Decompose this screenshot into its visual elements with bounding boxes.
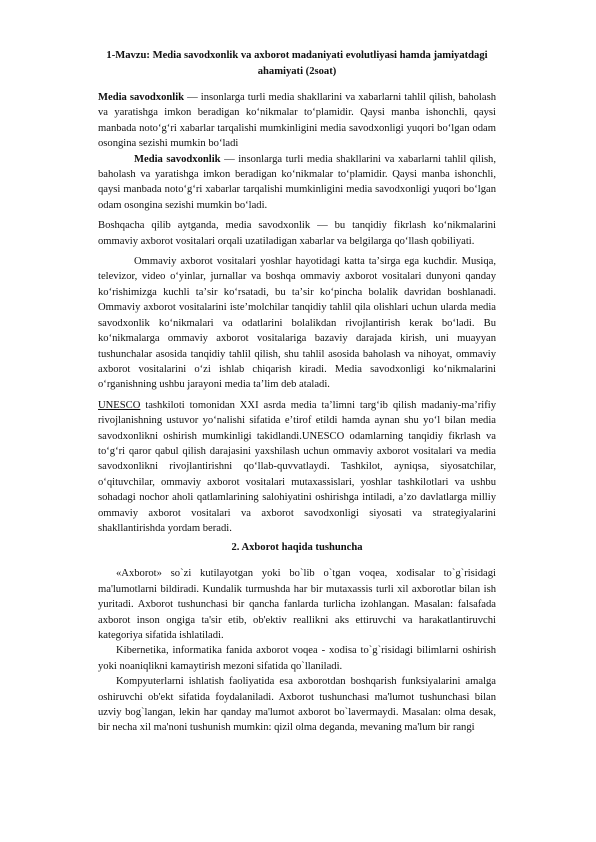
section-heading: 2. Axborot haqida tushuncha xyxy=(231,542,363,554)
document-title: 1-Mavzu: Media savodxonlik va axborot madaniyati evolutliyasi hamda jamiyatdagi ahamiyati (2soat) xyxy=(106,50,488,77)
paragraph-1-text: — insonlarga turli media shakllarini va xabarlarni tahlil qilish, baholash va yaratishga imkon beradigan koʻnikmalar toʻplamidir. Qaysi manba ishonchli, qaysi manbada notoʻgʻri xabarlar tarqalishi mumkinligini media savodxonligi yuqori boʻlgan odam osongina sezishi mumkin boʻladi xyxy=(98,92,496,150)
term-media-savodxonlik-2: Media savodxonlik xyxy=(134,153,221,165)
paragraph-5 xyxy=(98,398,496,537)
paragraph-5-text: tashkiloti tomonidan XXI asrda media taʼlimni targʻib qilish madaniy-maʼrifiy rivojlanishning ustuvor yoʻnalishi sifatida eʼtirof etildi hamda aynan shu yoʻl bilan media savodxonlikni oshirish mumkinligi takidlandi.UNESCO odamlarning tanqidiy fikrlash va toʻgʻri qaror qabul qilish darajasini yaxshilash uchun ommaviy axborot vositalari va media savodxonlikni rivojlantirishni qoʻllab-quvvatlaydi. Tashkilot, ayniqsa, siyosatchilar, oʻqituvchilar, ommaviy axborot vositalari mutaxassislari, yoshlar tashkilotlari va ushbu sohadagi nochor aholi qatlamlarining salohiyatini oshirishga intiladi, aʼzo davlatlarga milliy ommaviy axborot vositalari va axborot savodxonligi siyosati va strategiyalarini shakllantirishda yordam beradi. xyxy=(98,399,496,534)
paragraph-7: Kibernetika, informatika fanida axborot voqea - xodisa to`g`risidagi bilimlarni oshirish yoki noaniqlikni kamaytirish mezoni sifatida qo`llaniladi. xyxy=(98,645,496,672)
paragraph-3: Boshqacha qilib aytganda, media savodxonlik — bu tanqidiy fikrlash koʻnikmalarini ommaviy axborot vositalari orqali uzatiladigan xabarlar va belgilarga qoʻllash qobiliyati. xyxy=(98,220,496,247)
document-page xyxy=(98,48,496,736)
paragraph-8: Kompyuterlarni ishlatish faoliyatida esa axborotdan boshqarish funksiyalarini amalga oshiruvchi ob'ekt sifatida foydalaniladi. Axborot tushunchasi ma'lumot tushunchasi bilan uzviy bog`langan, lekin har qanday ma'lumot axborot bo`lavermaydi. Masalan: olma desak, bir necha xil ma'noni tushunish mumkin: qizil olma deganda, mevaning ma'lum bir rangi xyxy=(98,676,496,734)
paragraph-1 xyxy=(98,90,496,152)
paragraph-4: Ommaviy axborot vositalari yoshlar hayotidagi katta taʼsirga ega kuchdir. Musiqa, televizor, video oʻyinlar, jurnallar va boshqa ommaviy axborot vositalari dunyoni qanday koʻrishimizga kuchli taʼsir koʻrsatadi, bu taʼsir koʻpincha bolalik davridan boshlanadi. Ommaviy axborot vositalarini isteʼmolchilar tanqidiy tahlil qila olishlari uchun ularda media savodxonlik koʻnikmalari va odatlarini bolalikdan rivojlantirish kerak boʻladi. Bu koʻnikmalarga ommaviy axborot vositalariga bazaviy darajada kirish, uni muayyan tushunchalar asosida tanqidiy tahlil qilish, shu tahlil asosida baholash va nihoyat, ommaviy axborot vositalarini oʻzi ishlab chiqarish kiradi. Media savodxonligi koʻnikmalarini oʻrganishning ushbu jarayoni media taʼlim deb ataladi. xyxy=(98,256,496,391)
term-media-savodxonlik: Media savodxonlik xyxy=(98,92,185,103)
unesco-link[interactable]: UNESCO xyxy=(98,399,141,411)
paragraph-2 xyxy=(98,152,496,214)
paragraph-6: «Axborot» so`zi kutilayotgan yoki bo`lib o`tgan voqea, xodisalar to`g`risidagi ma'lumotlarni bildiradi. Kundalik turmushda har bir mutaxassis turli xil axborotlar bilan ish yuritadi. Axborot tushunchasi bir qancha fanlarda turlicha izohlangan. Masalan: falsafada axborot inson ongiga ta'sir etib, ob'ektiv reallikni aks ettiruvchi va harakatlantiruvchi kategoriya sifatida ishlatiladi. xyxy=(98,568,496,641)
paragraph-2-text: — insonlarga turli media shakllarini va xabarlarni tahlil qilish, baholash va yaratishga imkon beradigan koʻnikmalar toʻplamidir. Qaysi manba ishonchli, qaysi manbada notoʻgʻri xabarlar tarqalishi mumkinligini media savodxonligi yuqori boʻlgan odam osongina sezishi mumkin boʻladi. xyxy=(98,153,497,211)
